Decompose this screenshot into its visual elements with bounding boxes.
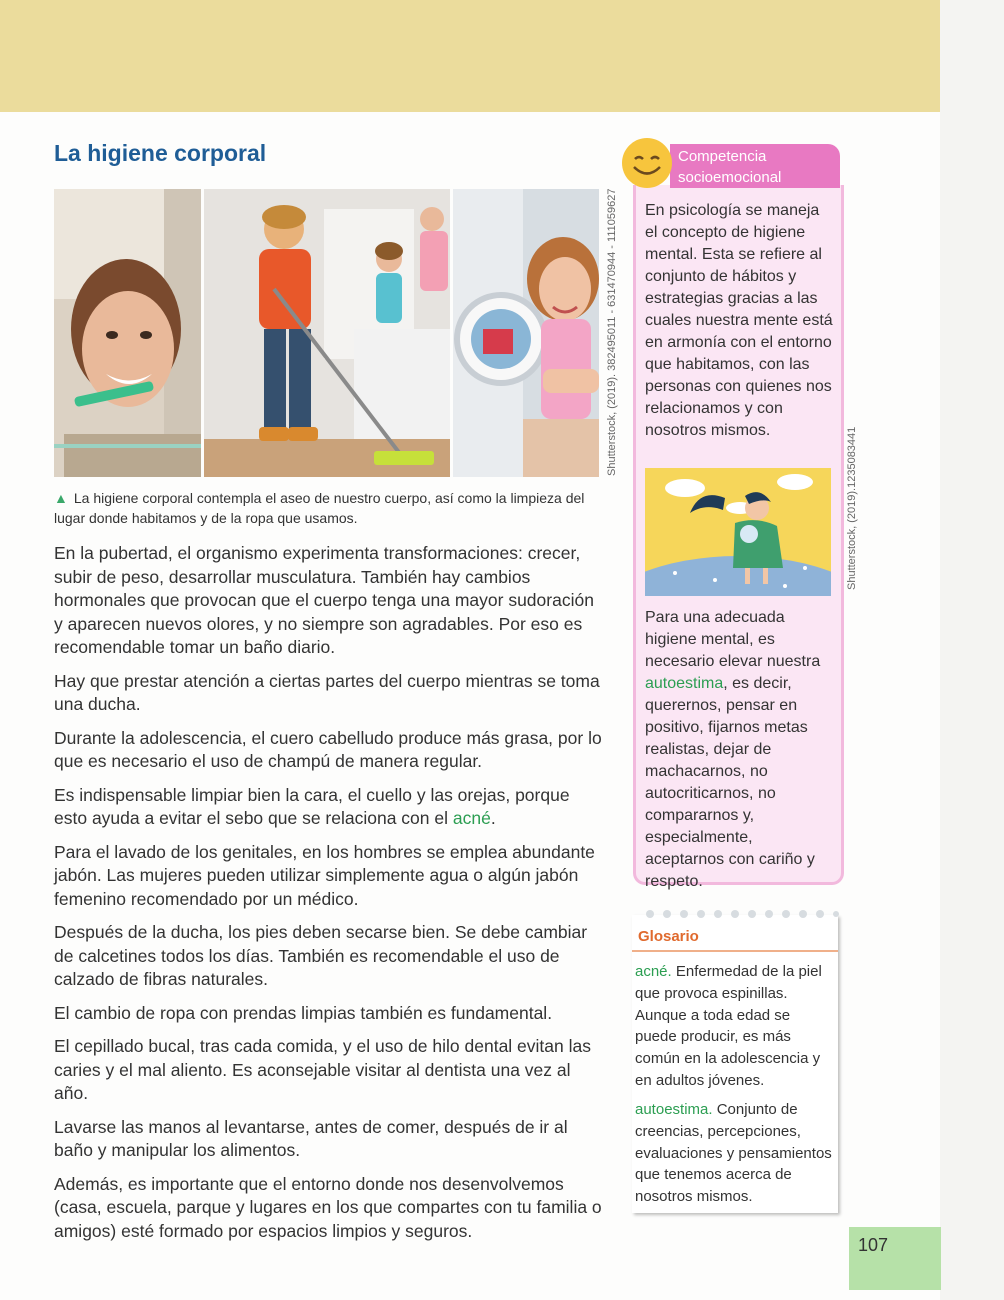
photo-caption [54,488,599,528]
sidebar-text-1: En psicología se maneja el concepto de higiene mental. Esta se refiere al conjunto de hábitos y estrategias gracias a las cuales nuestra mente está en armonía con el entorno que habitamos, con las personas con quienes nos relacionamos y con nosotros mismos. [645,202,833,439]
paragraph: Hay que prestar atención a ciertas partes del cuerpo mientras se toma una ducha. [54,670,600,714]
photo-boy-mopping [204,189,450,477]
smiley-icon [622,138,672,188]
paragraph: Durante la adolescencia, el cuero cabelludo produce más grasa, por lo que es necesario el uso de champú de manera regular. [54,727,602,771]
page-title: La higiene corporal [54,140,267,166]
illustration-girl-hugging-self [645,468,831,596]
paragraph: Para el lavado de los genitales, en los hombres se emplea abundante jabón. Las mujeres pueden utilizar simplemente agua o algún jabón femenino recomendado por un médico. [54,841,595,909]
paragraph: En la pubertad, el organismo experimenta transformaciones: crecer, subir de peso, desarrollar musculatura. También hay cambios hormonales que provocan que el cuerpo tenga una mayor sudoración y aparecen nuevos olores, y no siempre son agradables. Por eso es recomendable tomar un baño diario. [54,543,594,657]
paragraph: Además, es importante que el entorno donde nos desenvolvemos (casa, escuela, parque y lugares en los que compartes con tu familia o amigos) esté formado por espacios limpios y seguros. [54,1173,602,1241]
glossary-entry: acné. Enfermedad de la piel que provoca espinillas. Aunque a toda edad se puede producir, es más común en la adolescencia y en adultos jóvenes. [635,963,822,1089]
top-banner [0,0,940,112]
main-text [54,542,604,1253]
paragraph: Después de la ducha, los pies deben secarse bien. Se debe cambiar de calcetines todos los días. También es recomendable el uso de calzado de fibras naturales. [54,922,588,989]
page-edge [940,0,1004,1300]
paragraph: El cepillado bucal, tras cada comida, y el uso de hilo dental evitan las caries y el mal aliento. Es aconsejable visitar al dentista una vez al año. [54,1036,591,1103]
glossary-title: Glosario [638,928,699,945]
paragraph: El cambio de ropa con prendas limpias también es fundamental. [54,1002,553,1023]
triangle-icon: ▲ [54,490,68,506]
photo-girl-brushing-teeth [54,189,201,477]
glossary-entry: autoestima. Conjunto de creencias, percepciones, evaluaciones y pensamientos que tenemos acerca de nosotros mismos. [635,1101,832,1206]
illustration-credit: Shutterstock, (2019).1235083441 [846,426,858,590]
term-autoestima-link[interactable]: autoestima [645,675,724,692]
photo-girl-laundry [453,189,599,477]
spiral-rings-icon [640,907,840,921]
sidebar-text-2: Para una adecuada higiene mental, es necesario elevar nuestra autoestima, es decir, querernos, pensar en positivo, fijarnos metas realistas, dejar de machacarnos, no autocriticarnos, no compararnos y, especialmente, aceptarnos con cariño y respeto. [645,609,821,890]
photo-collage [54,189,599,477]
paragraph: Lavarse las manos al levantarse, antes de comer, después de ir al baño y manipular los alimentos. [54,1116,568,1160]
page-number: 107 [849,1227,941,1290]
paragraph: Es indispensable limpiar bien la cara, el cuello y las orejas, porque esto ayuda a evitar el sebo que se relaciona con el acné. [54,784,570,828]
photo-credit: Shutterstock, (2019). 382495011 - 631470944 - 111059627 [606,188,618,476]
glossary-divider [632,950,838,952]
glossary-term: autoestima. [635,1101,713,1118]
glossary-term: acné. [635,963,672,980]
term-acne-link[interactable]: acné [452,808,491,828]
socioemotional-heading: Competencia socioemocional [670,144,840,188]
caption-text: La higiene corporal contempla el aseo de nuestro cuerpo, así como la limpieza del lugar donde habitamos y de la ropa que usamos. [54,490,585,526]
